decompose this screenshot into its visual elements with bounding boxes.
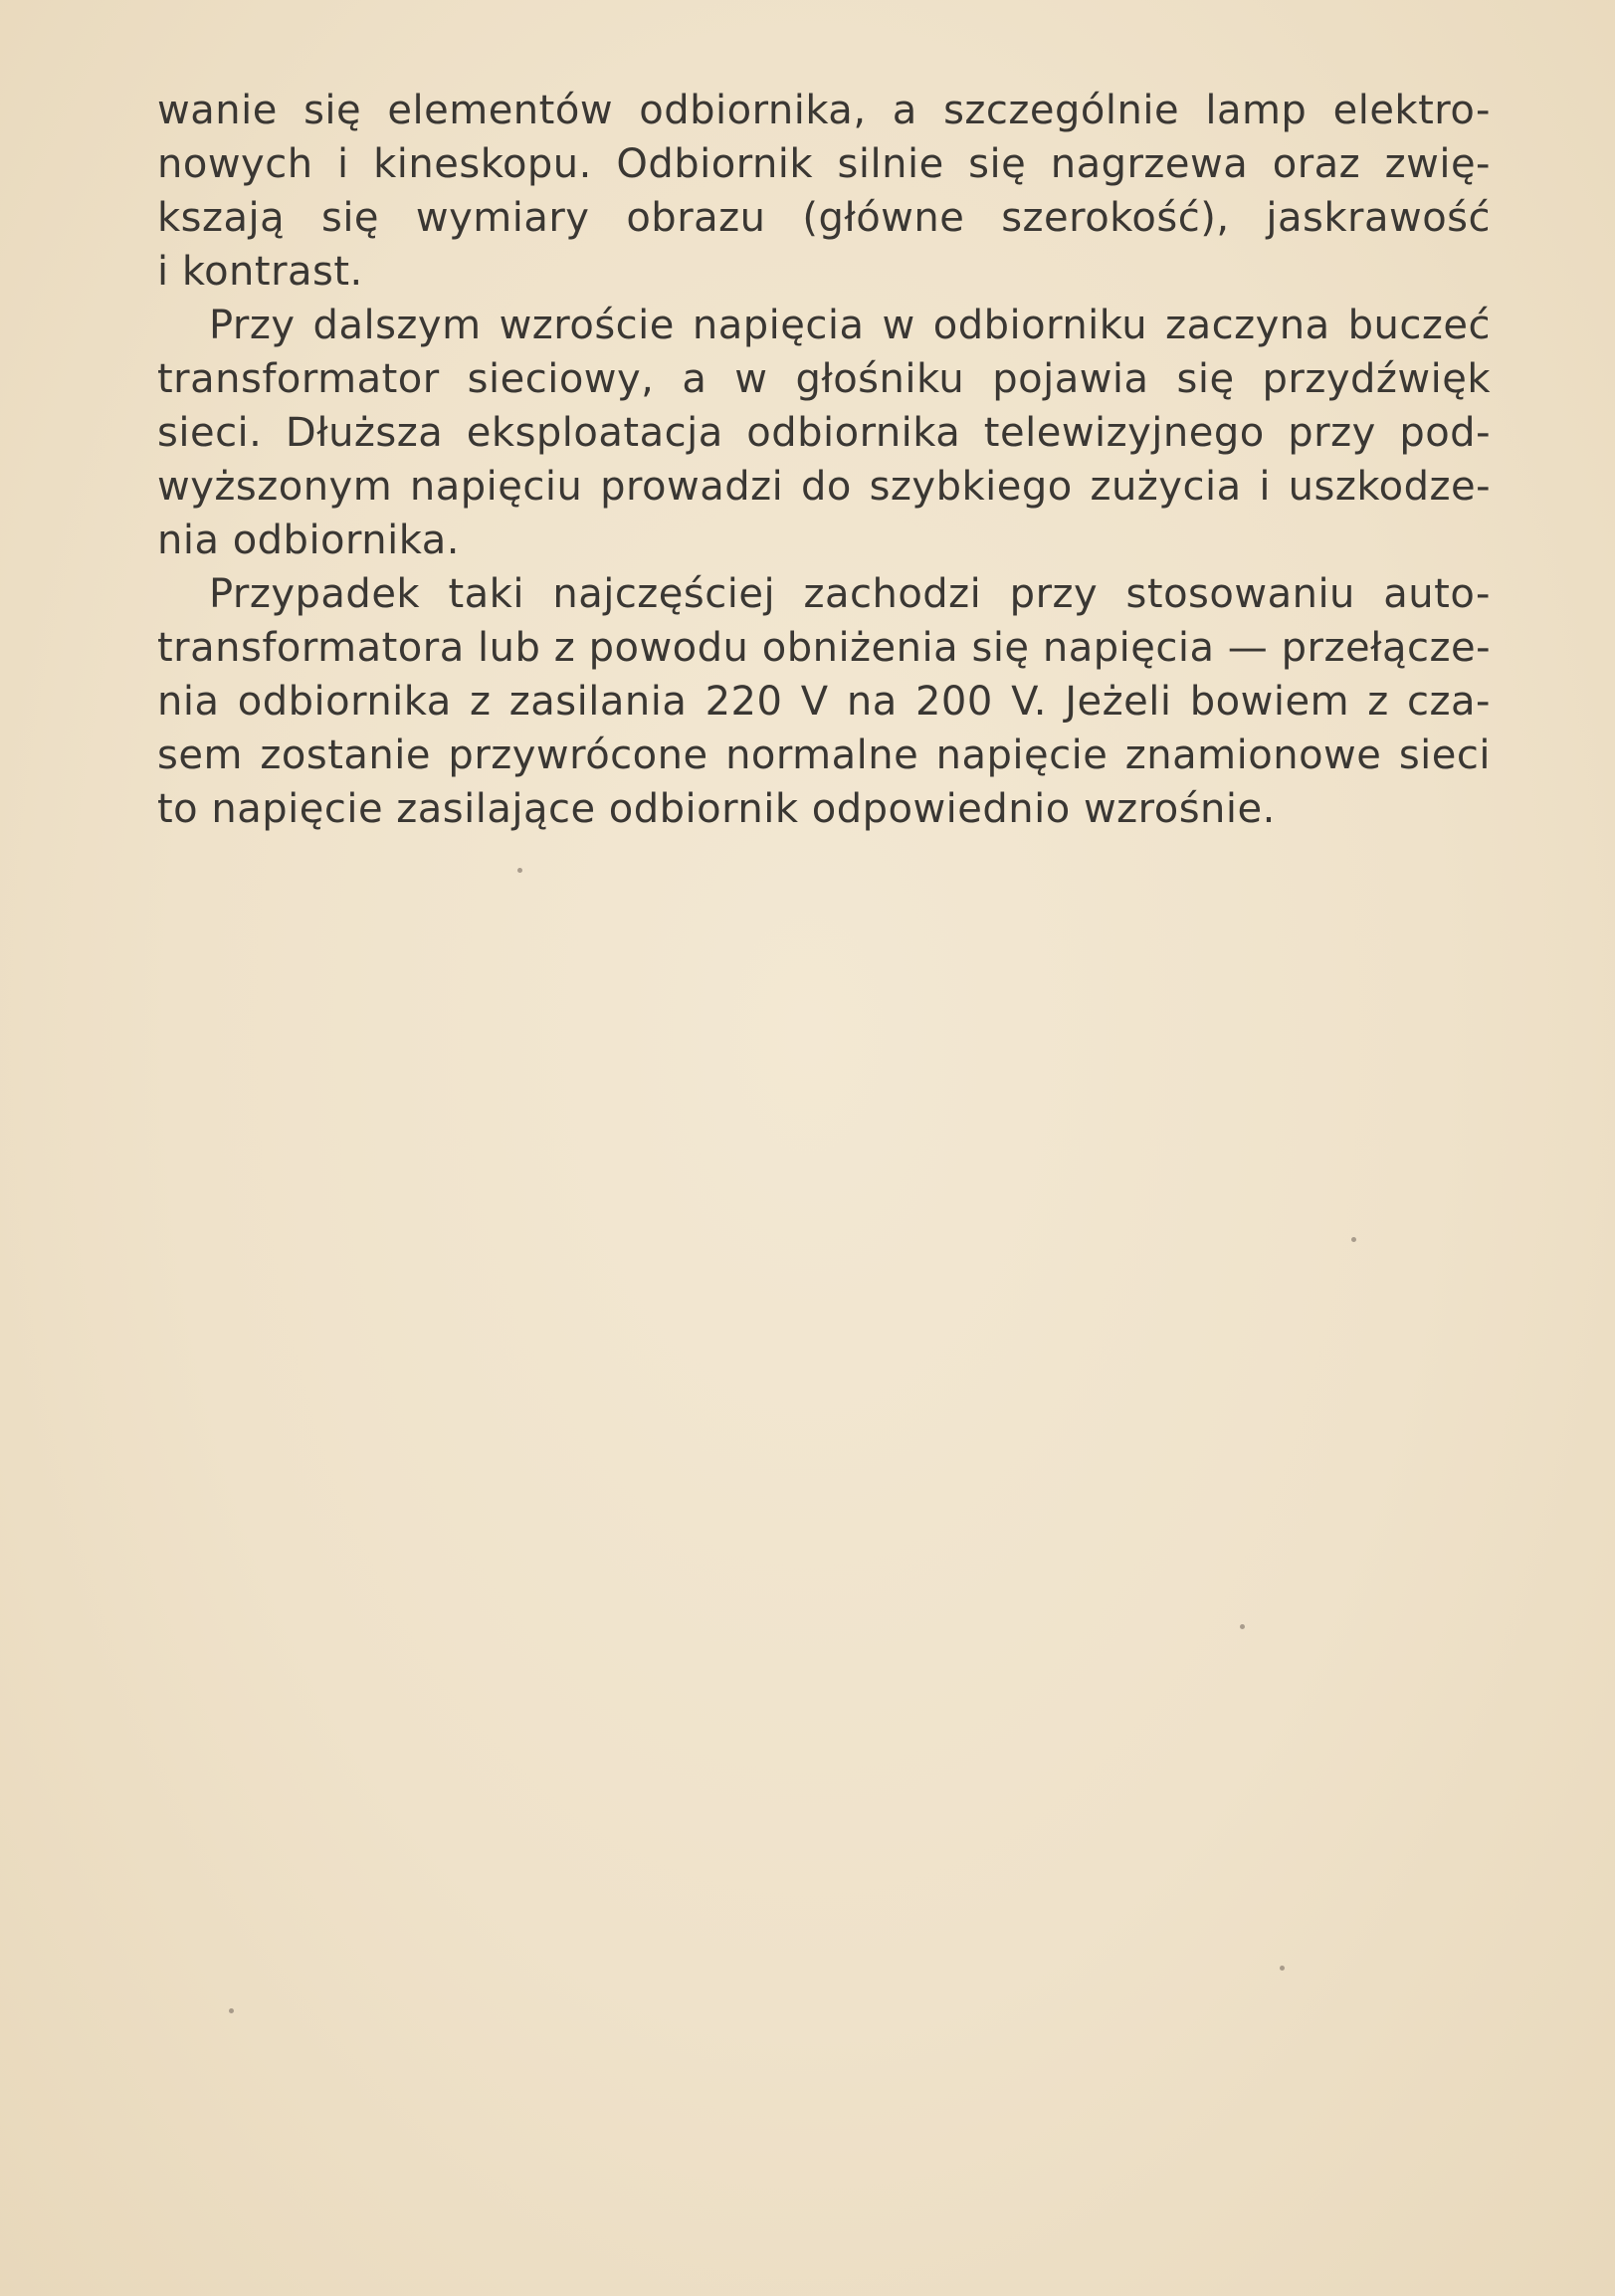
paragraph-3 xyxy=(157,567,1491,836)
text-line: nowych i kineskopu. Odbiornik silnie się nagrzewa oraz zwię- xyxy=(157,141,1491,187)
body-text xyxy=(157,84,1491,836)
text-line: nia odbiornika z zasilania 220 V na 200 V. Jeżeli bowiem z cza- xyxy=(157,679,1491,725)
text-line: wanie się elementów odbiornika, a szczególnie lamp elektro- xyxy=(157,88,1491,133)
text-line: transformatora lub z powodu obniżenia się napięcia — przełącze- xyxy=(157,625,1491,671)
text-line: kszają się wymiary obrazu (główne szerokość), jaskrawość xyxy=(157,195,1491,241)
paragraph-1 xyxy=(157,84,1491,299)
paper-speck xyxy=(1351,1237,1356,1242)
text-line: i kontrast. xyxy=(157,249,363,295)
text-line: sem zostanie przywrócone normalne napięcie znamionowe sieci xyxy=(157,732,1491,778)
text-line: transformator sieciowy, a w głośniku pojawia się przydźwięk xyxy=(157,356,1491,402)
text-line: Przy dalszym wzroście napięcia w odbiorniku zaczyna buczeć xyxy=(209,303,1491,348)
text-line: wyższonym napięciu prowadzi do szybkiego zużycia i uszkodze- xyxy=(157,464,1491,510)
paper-speck xyxy=(1280,1966,1285,1971)
text-line: sieci. Dłuższa eksploatacja odbiornika telewizyjnego przy pod- xyxy=(157,410,1491,456)
paragraph-2 xyxy=(157,299,1491,567)
paper-speck xyxy=(1240,1624,1245,1629)
text-line: Przypadek taki najczęściej zachodzi przy stosowaniu auto- xyxy=(209,571,1491,617)
text-line: to napięcie zasilające odbiornik odpowiednio wzrośnie. xyxy=(157,786,1276,832)
paper-speck xyxy=(517,868,522,873)
text-line: nia odbiornika. xyxy=(157,518,460,563)
paper-speck xyxy=(229,2008,234,2013)
